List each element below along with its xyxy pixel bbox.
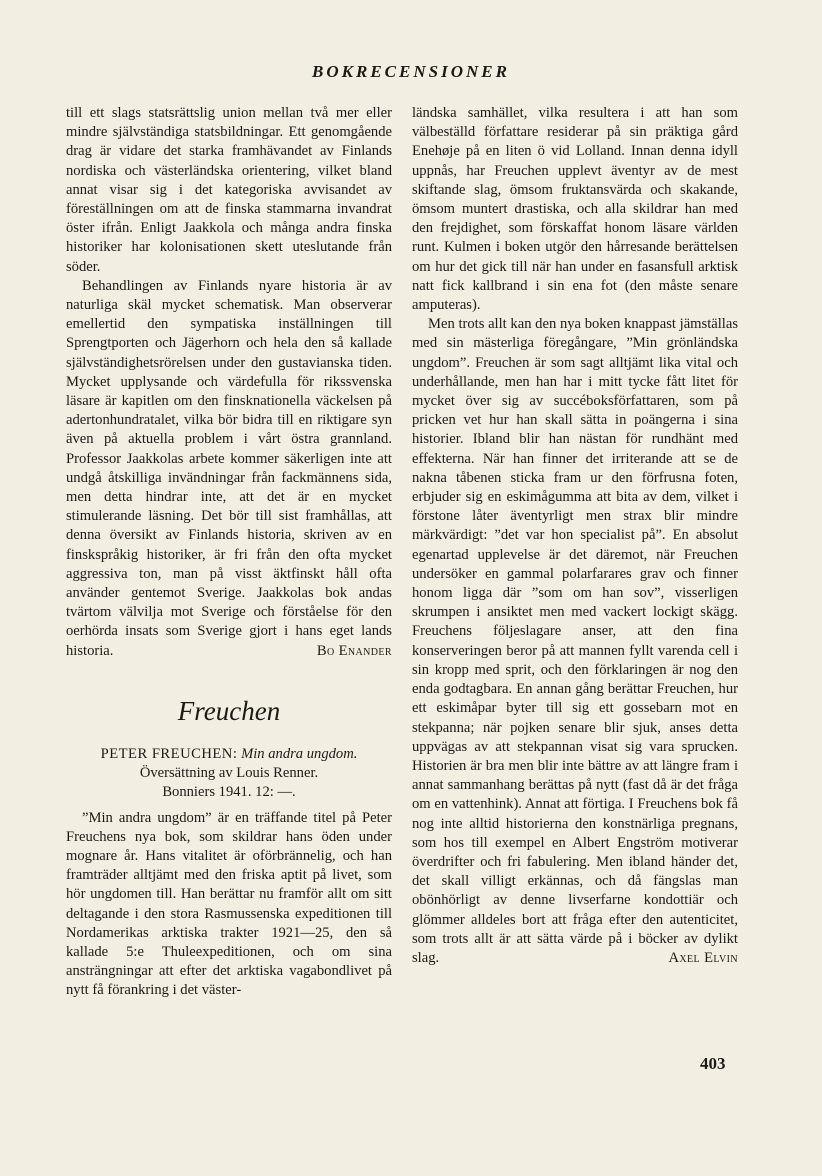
right-column bbox=[412, 104, 738, 968]
paragraph: ”Min andra ungdom” är en träffande titel på Peter Freuchens nya bok, som skildrar hans öden under mognare år. Hans vitalitet är oförbrännelig, och han framträder alltjämt med den friska aptit på livet, som hör ungdomen till. Han berättar nu framför allt om sitt deltagande i den stora Rasmussenska expeditionen till Nordamerikas arktiska trakter 1921—25, den så kallade 5:e Thuleexpeditionen, och om sina ansträngningar att efter det arktiska vagabondlivet på nytt få förankring i det väster- bbox=[66, 809, 392, 999]
paragraph: ländska samhället, vilka resultera i att han som välbeställd författare residerar på sin präktiga gård Enehøje på en liten ö vid Lolland. Innan denna idyll uppnås, har Freuchen upplevt äventyr av de mest skiftande slag, ömsom fruktansvärda och skakande, ömsom muntert drastiska, och alla skildrar han med den frejdighet, som förskaffat honom läsare världen runt. Kulmen i boken utgör den hårresande berättelsen om hur det gick till när han under en fasansfull arktisk natt fick kallbrand i sin ena fot (den måste senare amputeras). bbox=[412, 105, 738, 314]
paragraph-text: Men trots allt kan den nya boken knappast jämställas med sin mästerliga föregångare, ”Min grönländska ungdom”. Freuchen är som sagt alltjämt lika vital och underhållande, men han har i mitt tycke fått litet för mycket över sig av succéboksförfattaren, som på pricken vet hur han skall sätta in poängerna i sina historier. Ibland blir han nästan för rundhänt med effekterna. När han finner det irriterande att se de nakna tåbenen sticka fram ur den förfrusna foten, erbjuder sig en eskimågumma att bita av dem, vilket i förstone låter äventyrligt men strax blir mindre märkvärdigt: ”det var hon specialist på”. En absolut egenartad upplevelse är det däremot, när Freuchen undersöker en gammal polarfarares grav och finner honom ligga där ”som om han sov”, visserligen skrumpen i ansiktet men med vackert lockigt skägg. Freuchens följeslagare anser, att den fina konserveringen beror på att mannen fyllt varenda cell i sin kropp med sprit, och den förklaringen är nog den enda godtagbara. En annan gång berättar Freuchen, hur ett eskimåpar byter till sig ett gossebarn mot en stekpanna; när pojken senare blir sjuk, anses detta uppvägas av att stekpannan visat sig vara sprucken. Historien är bra men blir inte bättre av att längre fram i annat sammanhang berättas på nytt (fast då är det fråga om en vattenhink). Annat att förtiga. I Freuchens bok få nog inte alltid historierna den konstnärliga pregnans, som hos till exempel en Albert Engström motiverar överdrifter och fri fabulering. Men ibland händer det, det skall villigt erkännas, och då fängslas man obönhörligt av denne livserfarne kondottiär och glömmer alldeles bort att fråga efter den autenticitet, som trots allt är att sätta värde på i böcker av dylikt slag. bbox=[412, 316, 738, 966]
page-number: 403 bbox=[700, 1054, 726, 1073]
review-title: Freuchen bbox=[177, 695, 281, 726]
signature: Bo Enander bbox=[316, 642, 392, 659]
signature: Axel Elvin bbox=[668, 949, 738, 966]
bibliographic-entry bbox=[66, 745, 392, 803]
paragraph-text: Behandlingen av Finlands nyare historia är av naturliga skäl mycket schematisk. Man observerar emellertid den sympatiska inställningen till Sprengtporten och Jägerhorn och hela den så kallade självständighetsrörelsen under den gustavianska tiden. Mycket upplysande och värdefulla för rikssvenska läsare är kapitlen om den finsknationella väckelsen på adertonhundratalet, vilka bör bidra till en riktigare syn även på aktuella problem i vårt östra grannland. Professor Jaakkolas arbete kommer säkerligen inte att undgå åtskilliga invändningar från fackmännens sida, men detta hindrar inte, att det är en mycket stimulerande läsning. Det bör till sist framhållas, att denna översikt av Finlands historia, skriven av en finskspråkig historiker, är fri från den ofta mycket aggressiva ton, man på visst äktfinskt håll ofta använder gentemot Sverige. Jaakkolas bok andas tvärtom välvilja mot Sverige och förståelse för den oerhörda insats som Sverige gjort i hans eget lands historia. bbox=[66, 277, 392, 659]
left-column bbox=[66, 104, 392, 1001]
running-head: BOKRECENSIONER bbox=[312, 62, 510, 81]
bib-author: PETER FREUCHEN: bbox=[100, 745, 238, 762]
bib-publisher: Bonniers 1941. 12: —. bbox=[162, 784, 296, 801]
paragraph bbox=[66, 277, 392, 661]
paragraph: till ett slags statsrättslig union mellan två mer eller mindre självständiga statsbildningar. Ett genomgående drag är vidare det starka framhävandet av Finlands nordiska och västerländska orientering, vilket bland annat visar sig i det kategoriska avvisandet av föreställningen om att de finska stammarna invandrat öster ifrån. Enligt Jaakkola och många andra finska historiker har kolonisationen skett uteslutande från söder. bbox=[66, 105, 392, 275]
bib-author-title bbox=[66, 745, 392, 764]
paragraph bbox=[412, 315, 738, 968]
bib-translation: Översättning av Louis Renner. bbox=[139, 765, 319, 782]
bib-book-title: Min andra ungdom. bbox=[241, 745, 358, 762]
